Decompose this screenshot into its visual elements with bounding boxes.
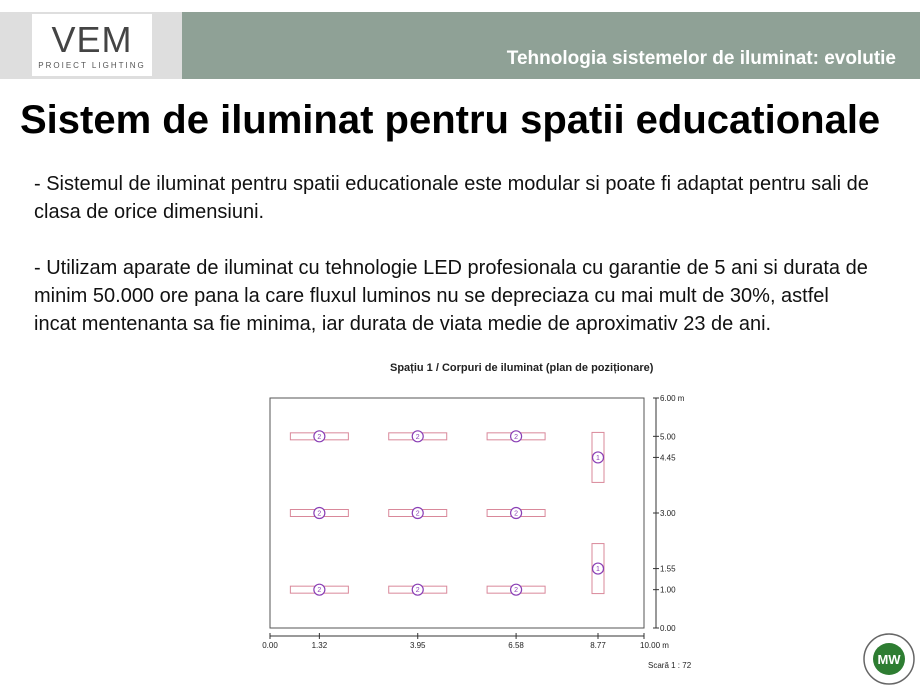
logo-wordmark: VEM — [51, 19, 133, 60]
luminaire-label: 2 — [415, 587, 420, 595]
y-tick-label: 1.00 — [660, 585, 676, 595]
luminaire-label: 2 — [415, 510, 420, 518]
scale-label: Scară 1 : 72 — [648, 661, 692, 670]
y-tick-label: 0.00 — [660, 624, 676, 633]
x-tick-label: 8.77 — [590, 641, 606, 650]
y-tick-label: 5.00 — [660, 432, 676, 442]
luminaire-label: 2 — [514, 587, 519, 595]
diagram-title: Spațiu 1 / Corpuri de iluminat (plan de poziționare) — [390, 362, 654, 374]
seal-center-text: MW — [877, 652, 901, 667]
luminaire-label: 2 — [317, 433, 322, 441]
y-tick-label: 3.00 — [660, 509, 676, 518]
paragraph-modular: - Sistemul de iluminat pentru spatii educationale este modular si poate fi adaptat pentru sali de clasa de orice dimensiuni. — [34, 173, 869, 223]
y-tick-label: 1.55 — [660, 564, 676, 574]
luminaire-label: 2 — [514, 433, 519, 441]
paragraph-led: - Utilizam aparate de iluminat cu tehnologie LED profesionala cu garantie de 5 ani si durata de minim 50.000 ore pana la care fluxul luminos nu se depreciaza cu mai mult de 30%, astfel incat mentenanta sa fie minima, iar durata de viata medie de aproximativ 23 de ani. — [34, 257, 868, 335]
luminaire-label: 2 — [415, 433, 420, 441]
header-title: Tehnologia sistemelor de iluminat: evolutie — [506, 48, 896, 69]
luminaire-label: 2 — [317, 587, 322, 595]
x-tick-label: 1.32 — [311, 641, 328, 650]
x-tick-label: 6.58 — [508, 641, 524, 650]
x-tick-label: 0.00 — [262, 641, 278, 650]
luminaire-label: 2 — [317, 510, 322, 518]
certification-seal — [862, 632, 916, 686]
x-tick-label: 10.00 m — [640, 641, 669, 650]
y-tick-label: 6.00 m — [660, 394, 685, 403]
logo-tagline: PROIECT LIGHTING — [38, 61, 146, 70]
luminaire-label: 1 — [596, 454, 600, 462]
x-tick-label: 3.95 — [409, 641, 426, 650]
y-tick-label: 4.45 — [660, 453, 676, 463]
luminaire-label: 1 — [596, 566, 600, 574]
luminaire-label: 2 — [514, 510, 519, 518]
page-title: Sistem de iluminat pentru spatii educationale — [20, 98, 881, 142]
